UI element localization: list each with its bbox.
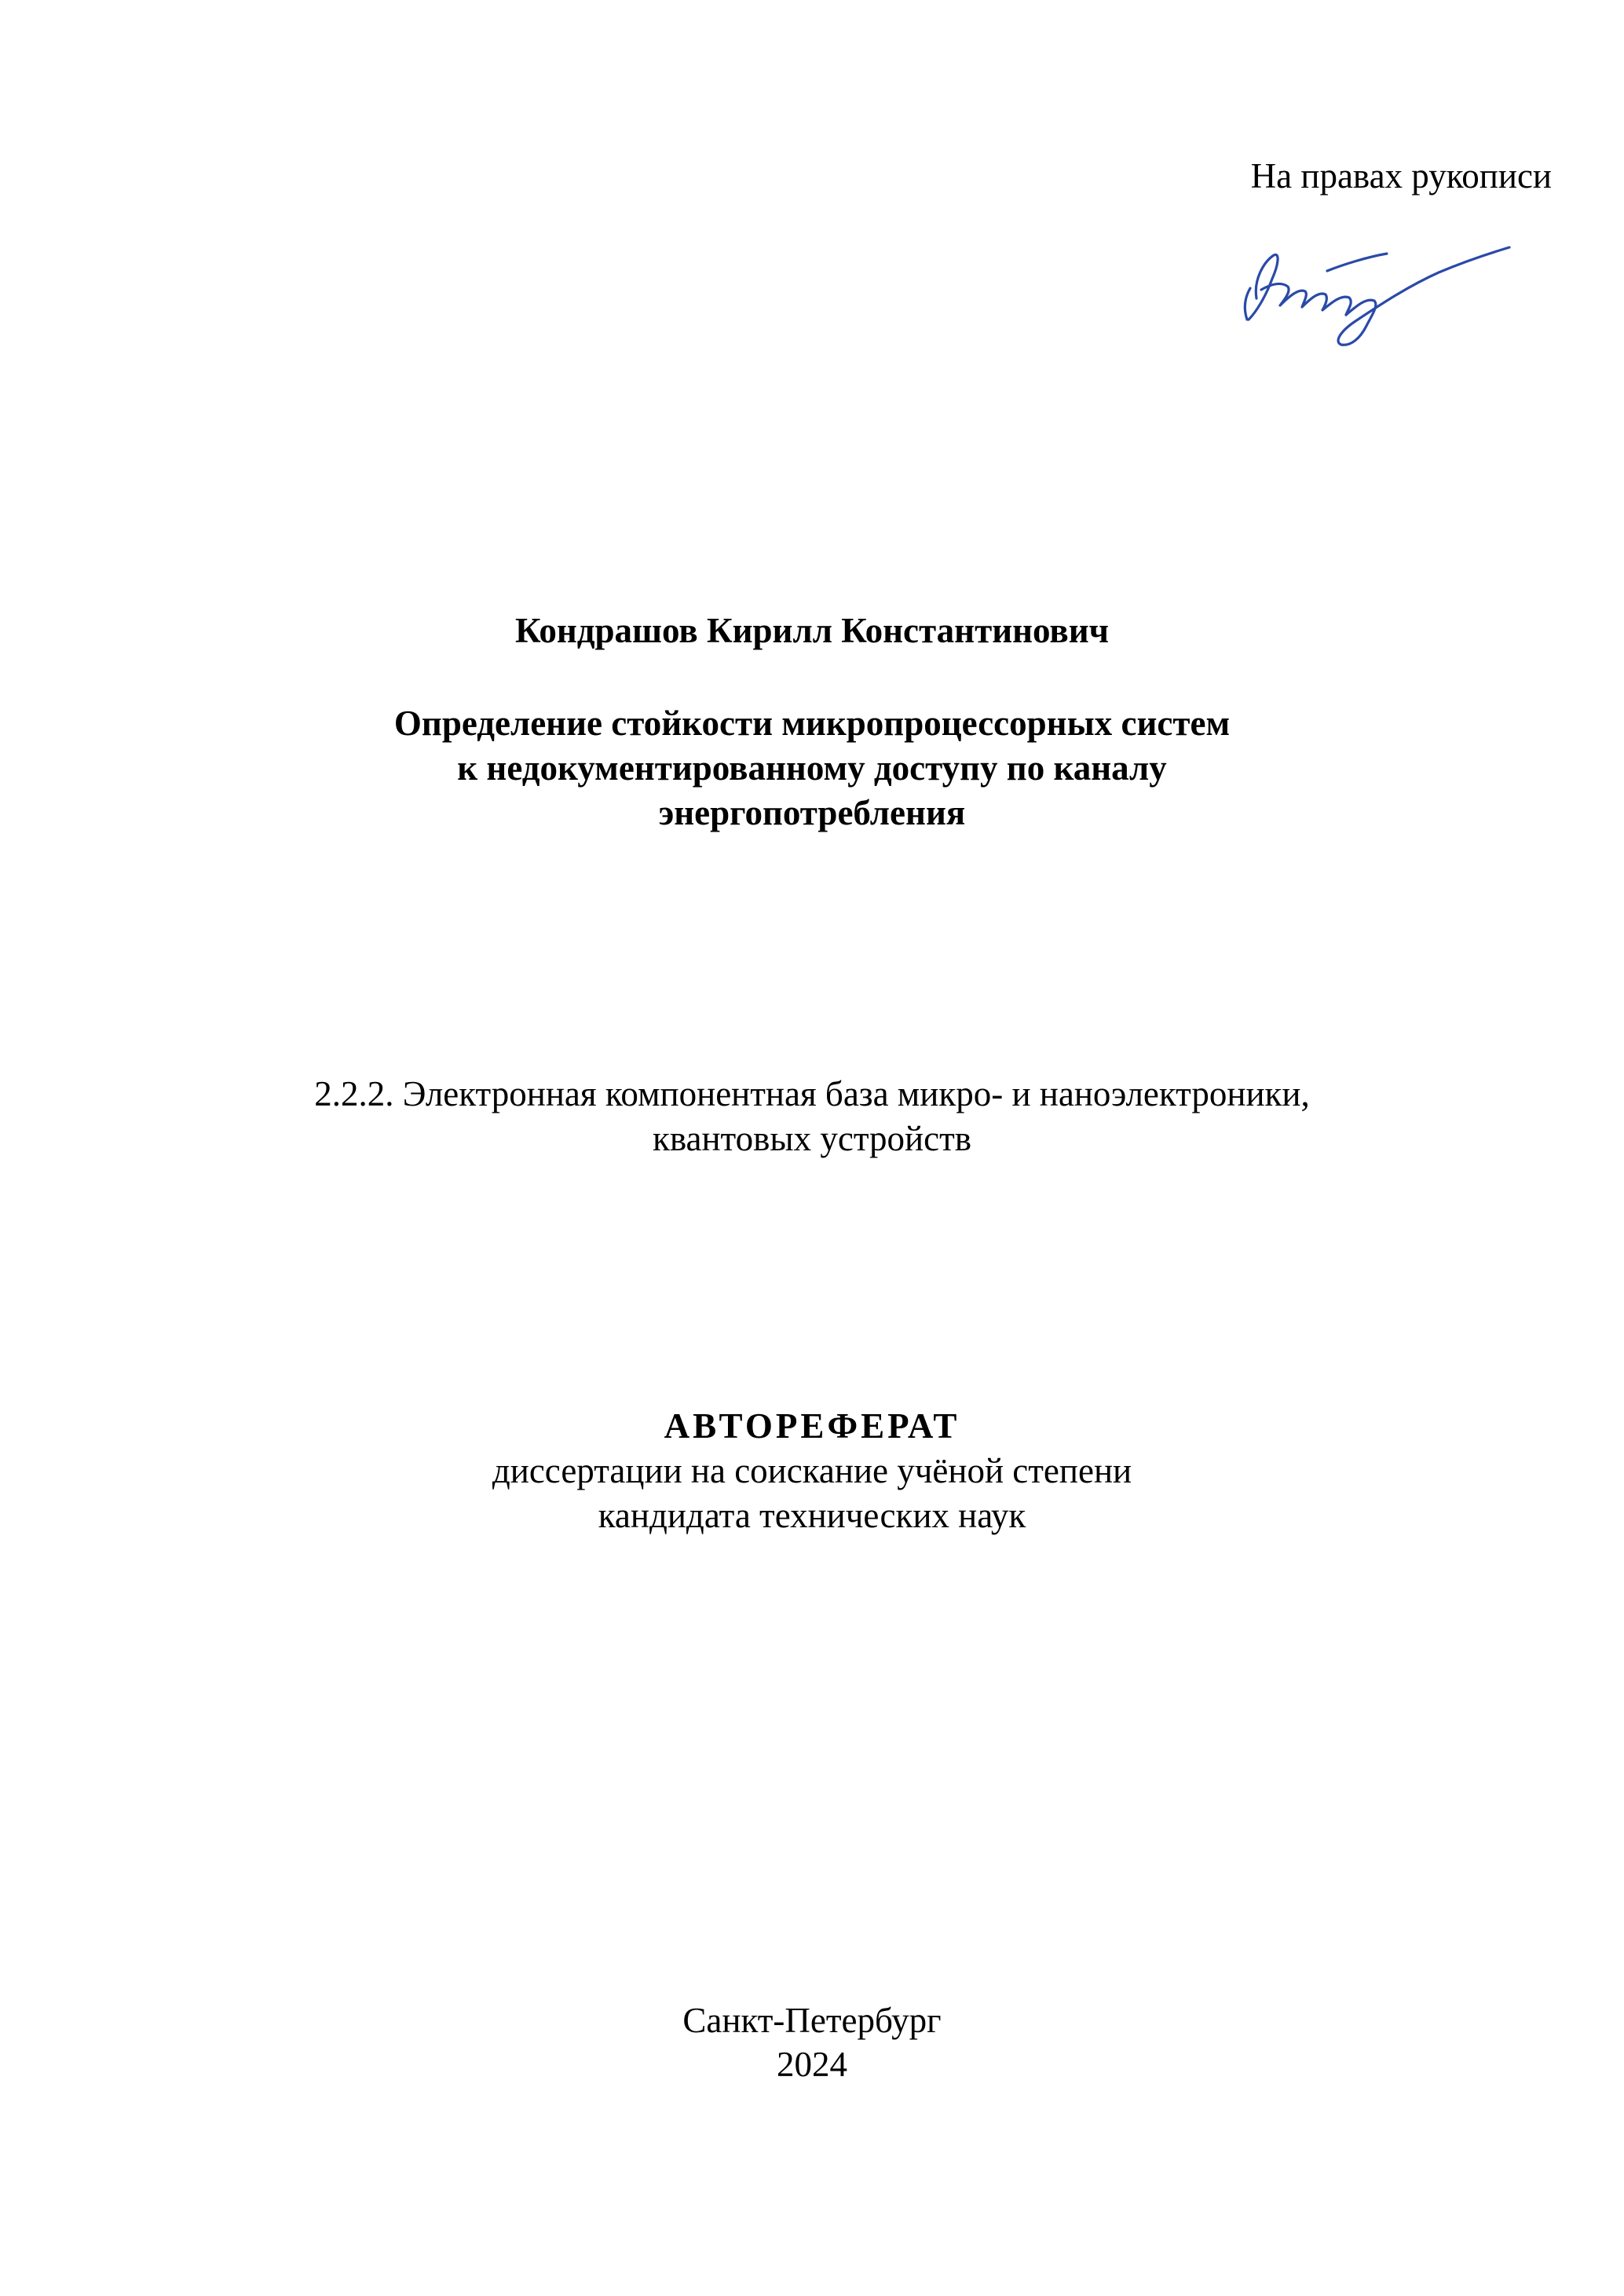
dissertation-title: [0, 701, 1624, 835]
title-line: Определение стойкости микропроцессорных систем: [393, 704, 1231, 743]
abstract-heading: АВТОРЕФЕРАТ: [664, 1406, 960, 1446]
title-line: энергопотребления: [658, 793, 966, 832]
city: Санкт-Петербург: [682, 2001, 942, 2040]
title-line: к недокументированному доступу по каналу: [457, 748, 1167, 788]
specialty: [0, 1072, 1624, 1161]
degree-line: диссертации на соискание учёной степени: [492, 1451, 1132, 1490]
footer: [0, 1998, 1624, 2086]
specialty-line: квантовых устройств: [652, 1119, 972, 1158]
manuscript-note: На правах рукописи: [1250, 156, 1552, 196]
signature-icon: [1233, 224, 1516, 353]
specialty-line: 2.2.2. Электронная компонентная база микро- и наноэлектроники,: [314, 1074, 1310, 1113]
abstract-block: [0, 1404, 1624, 1538]
year: 2024: [777, 2045, 847, 2084]
author-name: Кондрашов Кирилл Константинович: [514, 611, 1110, 650]
degree-line: кандидата технических наук: [598, 1496, 1026, 1535]
